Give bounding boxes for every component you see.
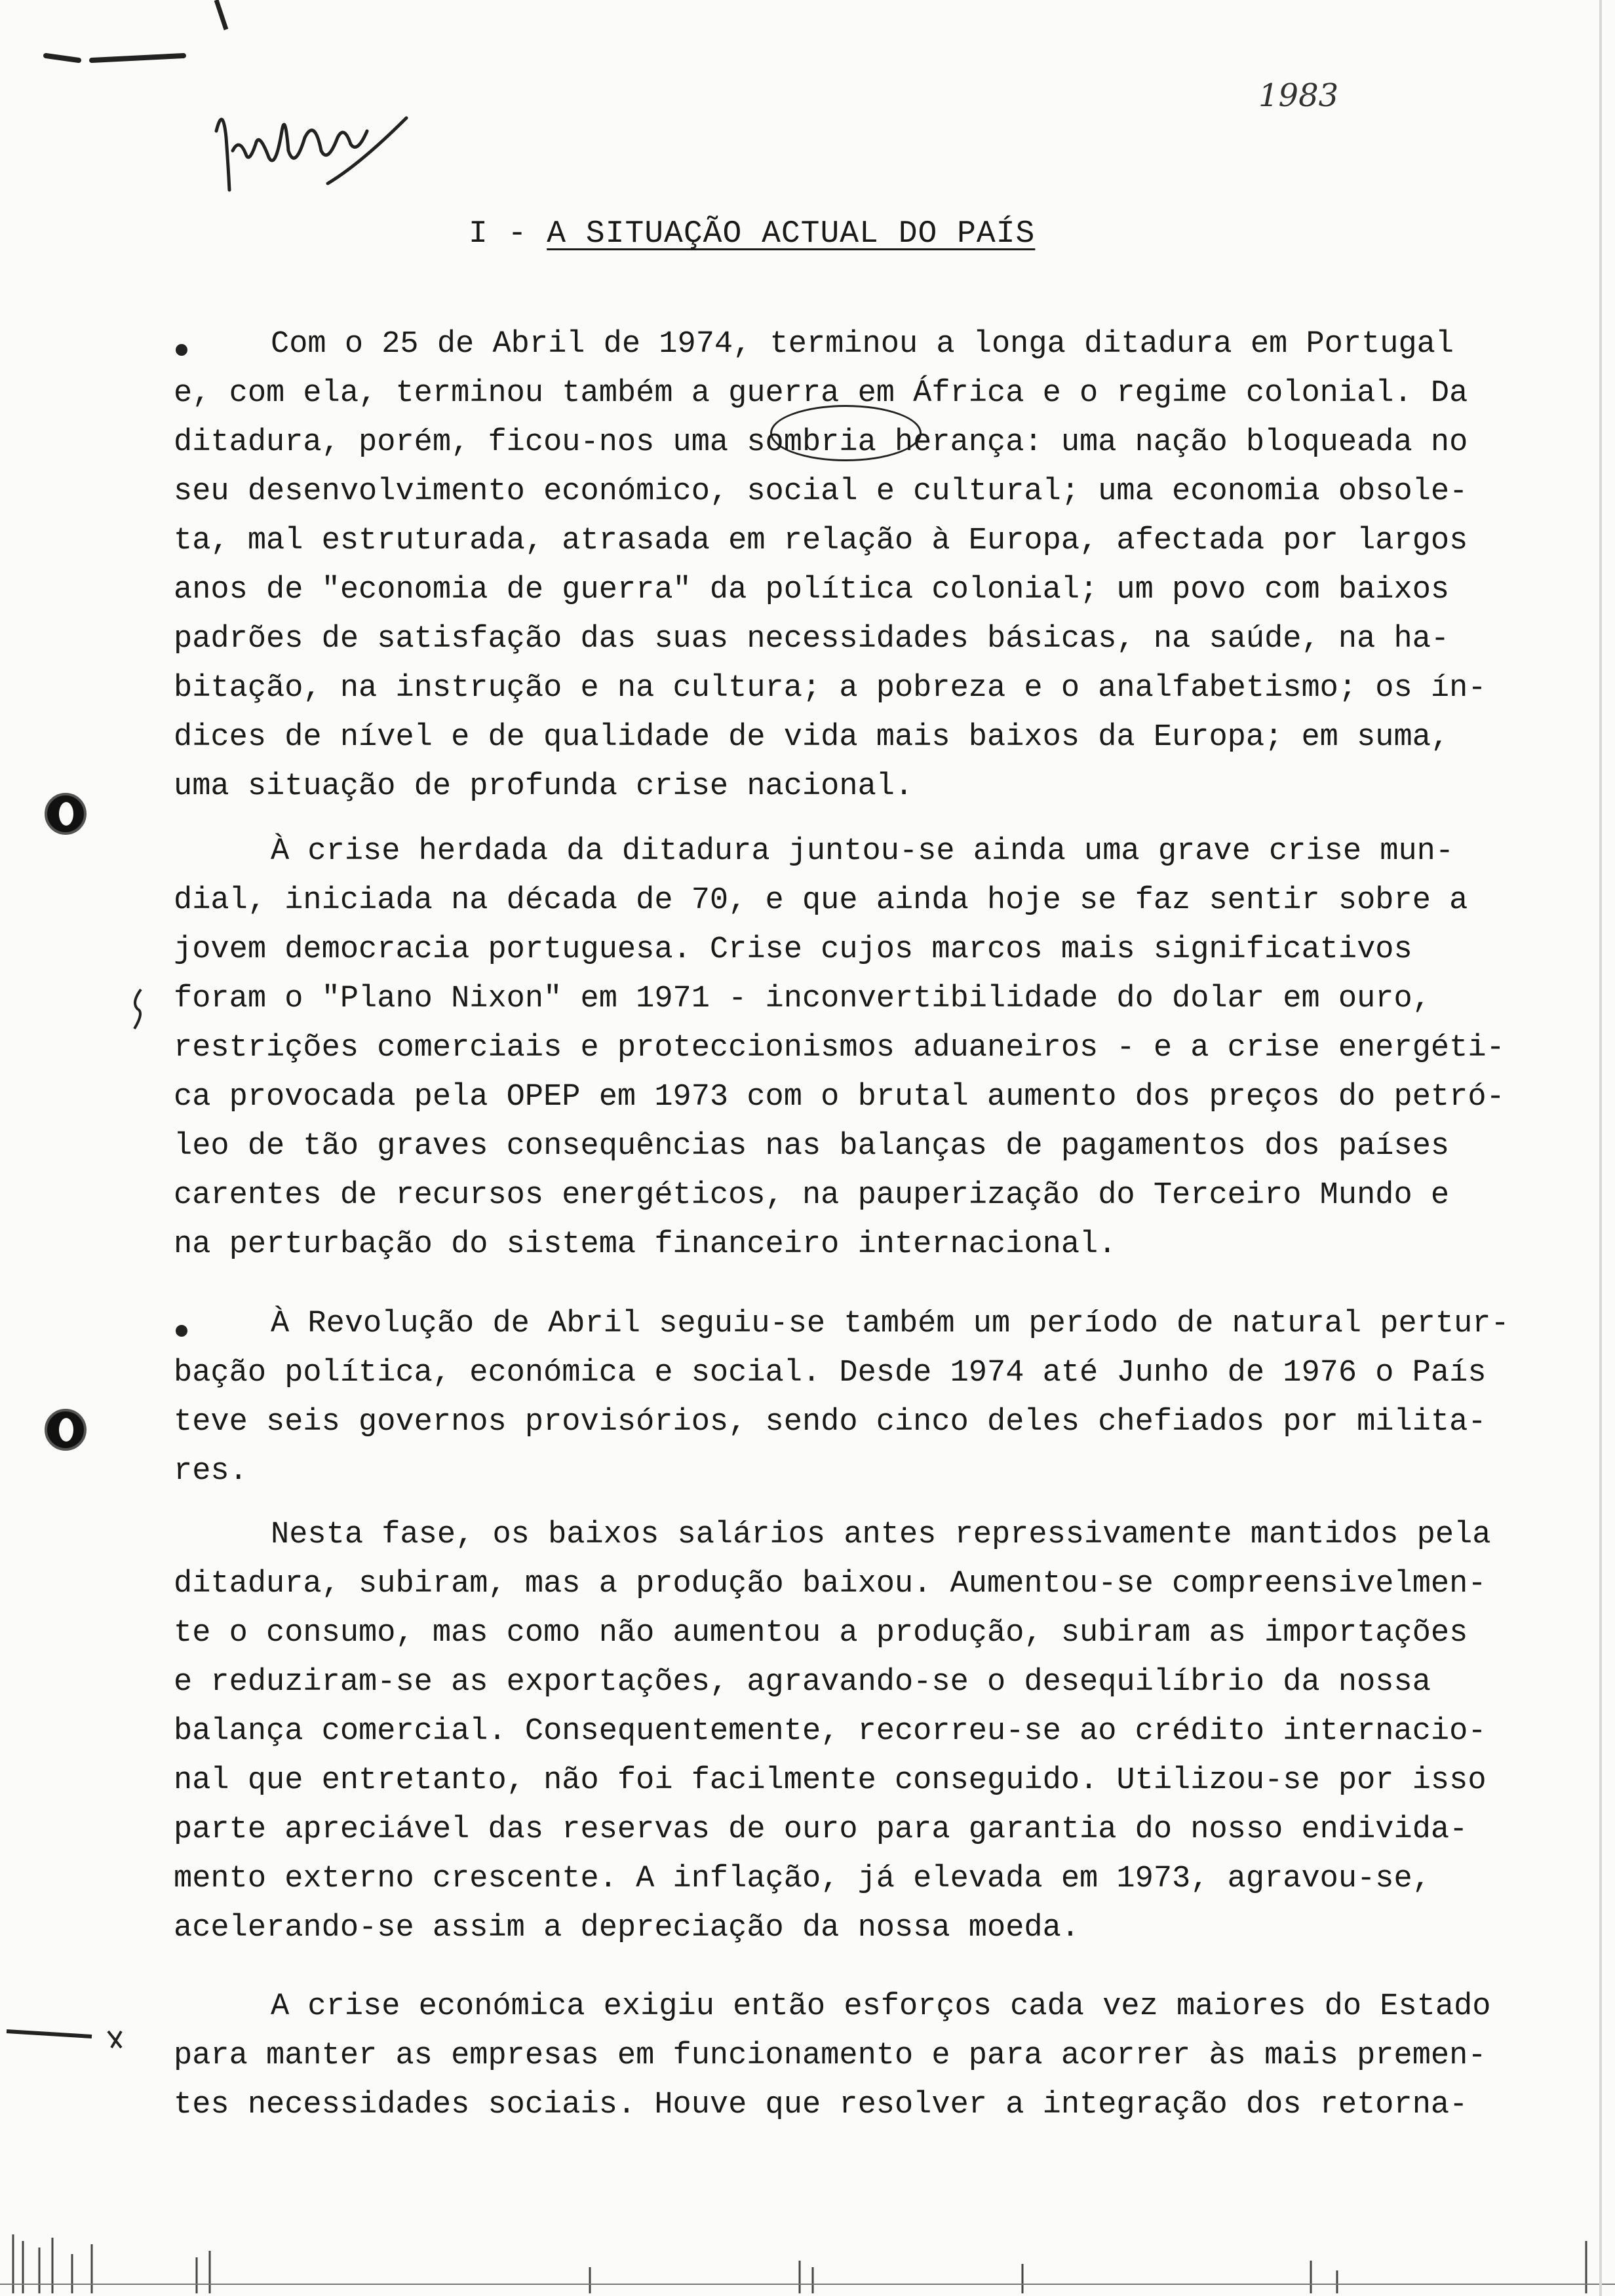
text-line: uma situação de profunda crise nacional.	[174, 769, 914, 804]
text-line: Nesta fase, os baixos salários antes repressivamente mantidos pela	[271, 1518, 1491, 1552]
margin-scratch-mark	[0, 2018, 138, 2057]
text-line: ta, mal estruturada, atrasada em relação à Europa, afectada por largos	[174, 524, 1468, 558]
text-line: À crise herdada da ditadura juntou-se ainda uma grave crise mun-	[271, 834, 1454, 869]
text-line: ditadura, subiram, mas a produção baixou. Aumentou-se compreensivelmen-	[174, 1567, 1487, 1601]
text-line: na perturbação do sistema financeiro internacional.	[174, 1227, 1117, 1262]
text-line: leo de tão graves consequências nas balanças de pagamentos dos países	[174, 1129, 1450, 1164]
text-line: nal que entretanto, não foi facilmente conseguido. Utilizou-se por isso	[174, 1763, 1487, 1798]
text-line: mento externo crescente. A inflação, já elevada em 1973, agravou-se,	[174, 1862, 1431, 1896]
text-line: seu desenvolvimento económico, social e cultural; uma economia obsole-	[174, 474, 1468, 509]
text-line: bitação, na instrução e na cultura; a pobreza e o analfabetismo; os ín-	[174, 671, 1487, 706]
paragraph-5	[174, 1982, 1563, 2130]
text-line: dices de nível e de qualidade de vida mais baixos da Europa; em suma,	[174, 720, 1450, 755]
text-line: e, com ela, terminou também a guerra em África e o regime colonial. Da	[174, 376, 1468, 411]
text-line: parte apreciável das reservas de ouro para garantia do nosso endivida-	[174, 1812, 1468, 1847]
scan-artifact-bottom	[0, 2221, 1615, 2296]
paragraph-2	[174, 827, 1563, 1269]
text-line: tes necessidades sociais. Houve que resolver a integração dos retorna-	[174, 2088, 1468, 2122]
text-line: Com o 25 de Abril de 1974, terminou a longa ditadura em Portugal	[271, 327, 1454, 362]
scan-edge-line	[1599, 0, 1602, 2296]
handwritten-page-number: 1983	[1258, 77, 1339, 114]
text-line: À Revolução de Abril seguiu-se também um período de natural pertur-	[271, 1307, 1509, 1341]
text-line: para manter as empresas em funcionamento e para acorrer às mais premen-	[174, 2038, 1487, 2073]
text-line: anos de "economia de guerra" da política colonial; um povo com baixos	[174, 573, 1450, 607]
text-line: padrões de satisfação das suas necessidades básicas, na saúde, na ha-	[174, 622, 1450, 657]
text-line: bação política, económica e social. Desde 1974 até Junho de 1976 o País	[174, 1356, 1487, 1390]
text-line: restrições comerciais e proteccionismos aduaneiros - e a crise energéti-	[174, 1031, 1505, 1065]
section-title-prefix: I -	[469, 216, 547, 252]
section-title	[469, 216, 1035, 252]
text-line: te o consumo, mas como não aumentou a produção, subiram as importações	[174, 1616, 1468, 1651]
text-line: e reduziram-se as exportações, agravando-se o desequilíbrio da nossa	[174, 1665, 1431, 1700]
margin-handwritten-mark	[125, 986, 151, 1032]
punch-hole-1	[45, 793, 87, 835]
paragraph-4	[174, 1510, 1563, 1953]
handwritten-signature	[210, 92, 419, 203]
text-line: jovem democracia portuguesa. Crise cujos marcos mais significativos	[174, 932, 1412, 967]
text-line: ca provocada pela OPEP em 1973 com o brutal aumento dos preços do petró-	[174, 1080, 1505, 1115]
text-line: A crise económica exigiu então esforços cada vez maiores do Estado	[271, 1989, 1491, 2024]
paragraph-3	[174, 1299, 1563, 1496]
punch-hole-2	[45, 1409, 87, 1451]
text-line: carentes de recursos energéticos, na pauperização do Terceiro Mundo e	[174, 1178, 1450, 1213]
text-line: teve seis governos provisórios, sendo cinco deles chefiados por milita-	[174, 1405, 1487, 1440]
scan-artifact-top	[39, 0, 256, 72]
text-line: acelerando-se assim a depreciação da nossa moeda.	[174, 1911, 1080, 1945]
text-line: balança comercial. Consequentemente, recorreu-se ao crédito internacio-	[174, 1714, 1487, 1749]
text-line: ditadura, porém, ficou-nos uma sombria herança: uma nação bloqueada no	[174, 425, 1468, 460]
text-line: dial, iniciada na década de 70, e que ainda hoje se faz sentir sobre a	[174, 883, 1468, 918]
section-title-text: A SITUAÇÃO ACTUAL DO PAÍS	[547, 216, 1036, 252]
text-line: res.	[174, 1454, 248, 1489]
text-line: foram o "Plano Nixon" em 1971 - inconvertibilidade do dolar em ouro,	[174, 982, 1431, 1016]
paragraph-1	[174, 320, 1563, 811]
